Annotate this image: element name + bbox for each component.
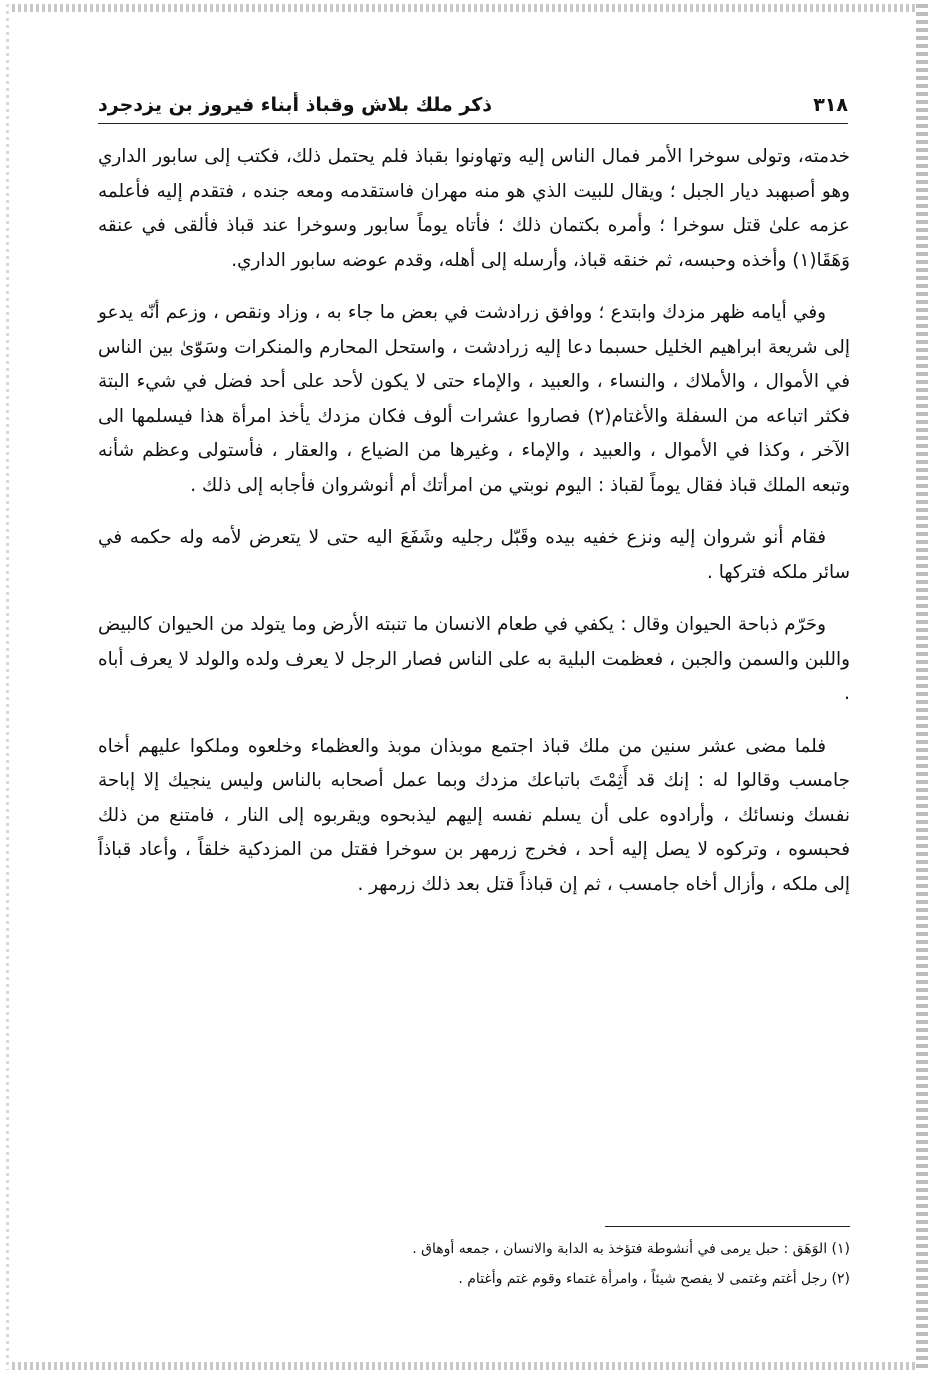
paragraph: وحَرّم ذباحة الحيوان وقال : يكفي في طعام الانسان ما تنبته الأرض وما يتولد من الحيوان كالبيض واللبن والسمن والجبن ، فعظمت البلية به على الناس فصار الرجل لا يعرف ولده والولد لا يعرف أباه .	[98, 614, 850, 704]
paragraph: فقام أنو شروان إليه ونزع خفيه بيده وقَبّل رجليه وشَفَعَ اليه حتى لا يتعرض لأمه وله حكمه في سائر ملكه فتركها .	[98, 527, 850, 583]
border-top	[6, 4, 928, 12]
border-right	[916, 4, 928, 1370]
page-number: ٣١٨	[813, 94, 848, 116]
border-left	[6, 4, 9, 1370]
header-rule	[98, 123, 848, 124]
border-bottom	[6, 1362, 928, 1370]
main-text	[98, 140, 850, 920]
paragraph: خدمته، وتولى سوخرا الأمر فمال الناس إليه وتهاونوا بقباذ فلم يحتمل ذلك، فكتب إلى سابور الداري وهو أصبهبد ديار الجبل ؛ ويقال للبيت الذي هو منه مهران فاستقدمه ومعه جنده ، فتقدم إليه فأعلمه عزمه علىٰ قتل سوخرا ؛ وأمره بكتمان ذلك ؛ فأتاه يوماً سابور وسوخرا عند قباذ فألقى في عنقه وَهَقَا(١) وأخذه وحبسه، ثم خنقه قباذ، وأرسله إلى أهله، وقدم عوضه سابور الداري.	[98, 146, 850, 271]
paragraph: فلما مضى عشر سنين من ملك قباذ اجتمع موبذان موبذ والعظماء وخلعوه وملكوا عليهم أخاه جامسب وقالوا له : إنك قد أَثِمْتَ باتباعك مزدك وبما عمل أصحابه بالناس وليس ينجيك إلا إباحة نفسك ونسائك ، وأرادوه على أن يسلم نفسه إليهم ليذبحوه ويقربوه إلى النار ، فامتنع من ذلك فحبسوه ، وتركوه لا يصل إليه أحد ، فخرج زرمهر بن سوخرا فقتل من المزدكية خلقاً ، وأعاد قباذاً إلى ملكه ، وأزال أخاه جامسب ، ثم إن قباذاً قتل بعد ذلك زرمهر .	[98, 735, 850, 895]
running-header	[98, 88, 848, 122]
paragraph: وفي أيامه ظهر مزدك وابتدع ؛ ووافق زرادشت في بعض ما جاء به ، وزاد ونقص ، وزعم أنّه يدعو إلى شريعة ابراهيم الخليل حسبما دعا إليه زرادشت ، واستحل المحارم والمنكرات وسَوّىٰ بين الناس في الأموال ، والأملاك ، والنساء ، والعبيد ، والإماء حتى لا يكون لأحد على أحد فضل في شيء البتة فكثر اتباعه من السفلة والأغتام(٢) فصاروا عشرات ألوف فكان مزدك يأخذ امرأة هذا فيسلمها الى الآخر ، وكذا في الأموال ، والعبيد ، والإماء ، وغيرها من الضياع ، والعقار ، فأستولى وعظم شأنه وتبعه الملك قباذ فقال يوماً لقباذ : اليوم نوبتي من امرأتك أم أنوشروان فأجابه إلى ذلك .	[98, 302, 850, 496]
chapter-title: ذكر ملك بلاش وقباذ أبناء فيروز بن يزدجرد	[98, 94, 493, 116]
footnote: (٢) رجل أغتم وغتمى لا يفصح شيئاً ، وامرأة غتماء وقوم غتم وأغتام .	[458, 1271, 850, 1287]
footnotes	[98, 1234, 850, 1294]
footnote: (١) الوَهَق : حبل يرمى في أنشوطة فتؤخذ به الدابة والانسان ، جمعه أوهاق .	[412, 1241, 850, 1257]
footnote-rule	[605, 1226, 850, 1227]
